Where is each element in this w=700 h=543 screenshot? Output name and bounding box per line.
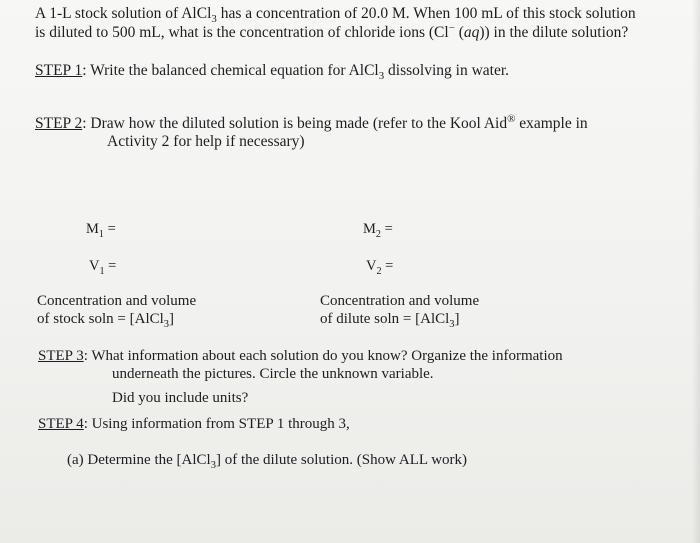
step2-instruction-line-2: Activity 2 for help if necessary)	[107, 133, 305, 150]
dilute-caption-line-1: Concentration and volume	[320, 293, 480, 309]
problem-line-2: is diluted to 500 mL, what is the concentration of chloride ions (Cl− (aq)) in the dilute solution?	[35, 21, 629, 41]
dilute-caption-line-2: of dilute soln = [AlCl$_3$]	[320, 311, 460, 330]
step4-label: STEP 4	[38, 416, 84, 432]
step4-part-a: (a) Determine the [AlCl$_3$] of the dilute solution. (Show ALL work)	[67, 452, 468, 471]
step4-instruction: STEP 4: Using information from STEP 1 through 3,	[38, 416, 350, 432]
step3-label: STEP 3	[38, 348, 84, 364]
m1-label: $M_1$ =	[86, 221, 116, 240]
m2-label: $M_2$ =	[363, 221, 393, 240]
step3-instruction-line-2: underneath the pictures. Circle the unknown variable.	[112, 366, 434, 382]
step3-instruction: STEP 3: What information about each solution do you know? Organize the information	[38, 348, 563, 364]
v1-label: $V_1$ =	[89, 258, 117, 277]
stock-caption-line-2: of stock soln = [AlCl$_3$]	[37, 311, 175, 330]
step3-units-question: Did you include units?	[112, 390, 249, 406]
step1-instruction: STEP 1: Write the balanced chemical equation for AlCl$_3$ dissolving in water.	[35, 62, 510, 83]
step2-instruction: STEP 2: Draw how the diluted solution is being made (refer to the Kool Aid® example in	[35, 112, 588, 132]
problem-line-1: A 1-L stock solution of AlCl$_3$ has a concentration of 20.0 M. When 100 mL of this stock solution	[35, 5, 636, 26]
step2-label: STEP 2	[35, 115, 83, 132]
step1-label: STEP 1	[35, 62, 83, 79]
stock-caption-line-1: Concentration and volume	[37, 293, 197, 309]
v2-label: $V_2$ =	[366, 258, 394, 277]
page-edge-shadow	[692, 0, 700, 543]
